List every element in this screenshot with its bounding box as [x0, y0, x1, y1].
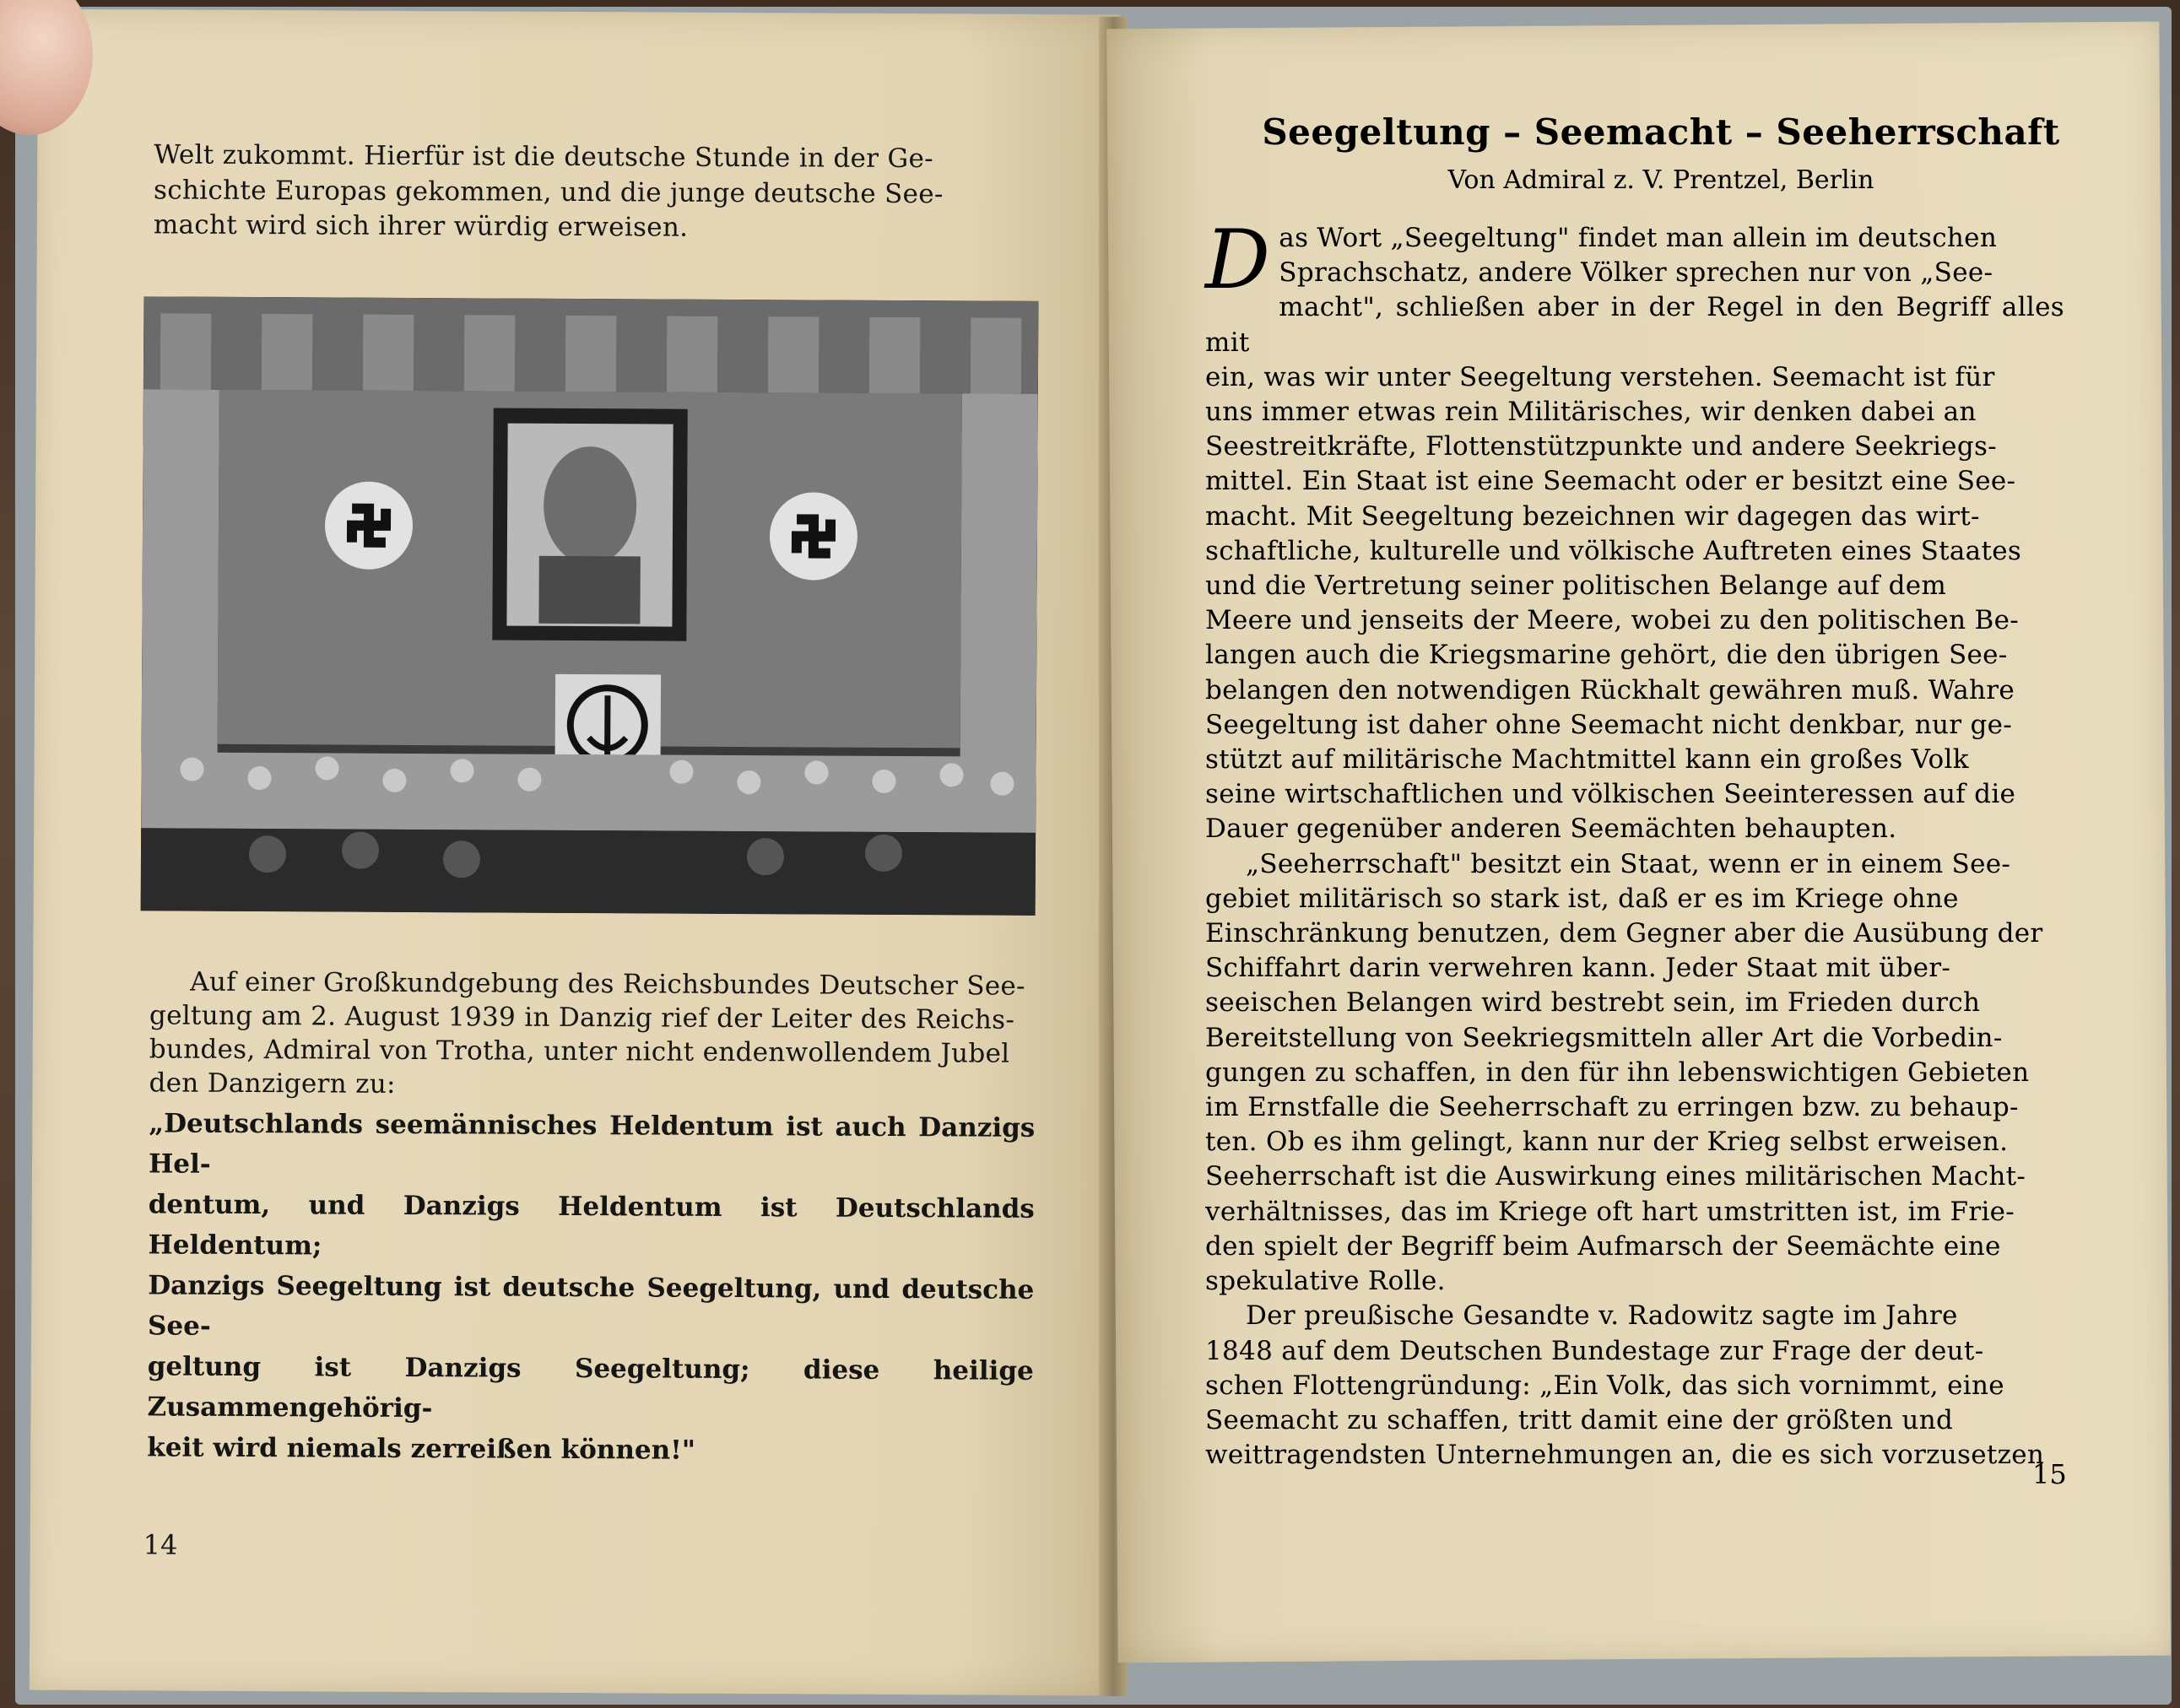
text-line: Seegeltung ist daher ohne Seemacht nicht denkbar, nur ge- — [1205, 709, 2013, 740]
text-line: gebiet militärisch so stark ist, daß er es im Kriege ohne — [1205, 883, 1959, 914]
text-line: Einschränkung benutzen, dem Gegner aber die Ausübung der — [1205, 918, 2043, 949]
text-line: verhältnisses, das im Kriege oft hart umstritten ist, im Frie- — [1205, 1196, 2015, 1227]
article-title: Seegeltung – Seemacht – Seeherrschaft — [1262, 111, 2060, 153]
text-line: und die Vertretung seiner politischen Belange auf dem — [1205, 570, 1947, 602]
text-line: seine wirtschaftlichen und völkischen Seeinteressen auf die — [1205, 779, 2016, 810]
text-line: uns immer etwas rein Militärisches, wir denken dabei an — [1205, 397, 1977, 428]
page-number-right: 15 — [2032, 1458, 2067, 1490]
text-line: macht wird sich ihrer würdig erweisen. — [153, 209, 689, 243]
rally-photograph — [141, 296, 1039, 916]
text-line: ten. Ob es ihm gelingt, kann nur der Krieg selbst erweisen. — [1205, 1127, 2009, 1158]
quote-line: dentum, und Danzigs Heldentum ist Deutschlands Heldentum; — [148, 1189, 1035, 1262]
text-line: as Wort „Seegeltung" findet man allein im deutschen — [1279, 223, 1998, 253]
caption-line: geltung am 2. August 1939 in Danzig rief der Leiter des Reichs- — [149, 1000, 1015, 1035]
quote-line: geltung ist Danzigs Seegeltung; diese heilige Zusammengehörig- — [147, 1351, 1034, 1424]
quote-line: Danzigs Seegeltung ist deutsche Seegeltung, und deutsche See- — [147, 1270, 1035, 1342]
article-body — [1205, 213, 2064, 1473]
text-line: Bereitstellung von Seekriegsmitteln aller Art die Vorbedin- — [1205, 1022, 2003, 1053]
text-line: Meere und jenseits der Meere, wobei zu den politischen Be- — [1205, 605, 2019, 636]
text-line: schichte Europas gekommen, und die junge deutsche See- — [154, 174, 944, 209]
text-line: schaftliche, kulturelle und völkische Auftreten eines Staates — [1205, 535, 2022, 566]
text-line: den spielt der Begriff beim Aufmarsch der Seemächte eine — [1205, 1230, 2001, 1262]
text-line: macht. Mit Seegeltung bezeichnen wir dagegen das wirt- — [1205, 500, 1980, 532]
text-line: Der preußische Gesandte v. Radowitz sagte im Jahre — [1246, 1300, 1958, 1332]
left-page — [30, 9, 1120, 1696]
photo-caption — [149, 965, 1036, 1104]
article-byline: Von Admiral z. V. Prentzel, Berlin — [1447, 165, 1874, 195]
left-top-text — [154, 138, 1041, 247]
rally-photo-image — [141, 296, 1039, 916]
text-line: spekulative Rolle. — [1205, 1266, 1446, 1297]
quote-line: keit wird niemals zerreißen können!" — [147, 1432, 696, 1466]
paragraph-3 — [1205, 1299, 2064, 1473]
caption-line: den Danzigern zu: — [149, 1068, 396, 1100]
text-line: stützt auf militärische Machtmittel kann ein großes Volk — [1205, 744, 1969, 776]
text-line: Schiffahrt darin verwehren kann. Jeder Staat mit über- — [1205, 953, 1951, 984]
paragraph-2 — [1205, 847, 2064, 1300]
text-line: belangen den notwendigen Rückhalt gewähren muß. Wahre — [1205, 674, 2015, 705]
text-line: macht", schließen aber in der Regel in den Begriff alles mit — [1205, 292, 2064, 358]
text-line: mittel. Ein Staat ist eine Seemacht oder er besitzt eine See- — [1205, 466, 2016, 497]
caption-line: Auf einer Großkundgebung des Reichsbundes Deutscher See- — [190, 966, 1025, 1002]
trotha-quote — [147, 1103, 1035, 1472]
text-line: weittragendsten Unternehmungen an, die es sich vorzusetzen — [1205, 1440, 2045, 1471]
page-number-left: 14 — [143, 1528, 178, 1561]
text-line: Seeherrschaft ist die Auswirkung eines militärischen Macht- — [1205, 1161, 2026, 1192]
text-line: langen auch die Kriegsmarine gehört, die den übrigen See- — [1205, 640, 2008, 671]
text-line: im Ernstfalle die Seeherrschaft zu erringen bzw. zu behaup- — [1205, 1092, 2019, 1123]
text-line: Dauer gegenüber anderen Seemächten behaupten. — [1205, 813, 1897, 845]
text-line: „Seeherrschaft" besitzt ein Staat, wenn er in einem See- — [1246, 848, 2011, 879]
paragraph-1 — [1205, 213, 2064, 847]
caption-line: bundes, Admiral von Trotha, unter nicht endenwollendem Jubel — [149, 1034, 1010, 1069]
text-line: 1848 auf dem Deutschen Bundestage zur Frage der deut- — [1205, 1335, 1984, 1366]
quote-line: „Deutschlands seemännisches Heldentum ist auch Danzigs Hel- — [148, 1108, 1036, 1180]
text-line: Seemacht zu schaffen, tritt damit eine der größten und — [1205, 1404, 1954, 1435]
text-line: Welt zukommt. Hierfür ist die deutsche Stunde in der Ge- — [154, 139, 934, 175]
text-line: gungen zu schaffen, in den für ihn lebenswichtigen Gebieten — [1205, 1057, 2030, 1088]
text-line: Seestreitkräfte, Flottenstützpunkte und andere Seekriegs- — [1205, 431, 1997, 462]
text-line: schen Flottengründung: „Ein Volk, das sich vornimmt, eine — [1205, 1370, 2004, 1401]
text-line: Sprachschatz, andere Völker sprechen nur von „See- — [1279, 257, 1993, 289]
text-line: seeischen Belangen wird bestrebt sein, im Frieden durch — [1205, 987, 1981, 1019]
drop-cap: D — [1205, 213, 1271, 307]
text-line: ein, was wir unter Seegeltung verstehen. Seemacht ist für — [1205, 361, 1995, 392]
